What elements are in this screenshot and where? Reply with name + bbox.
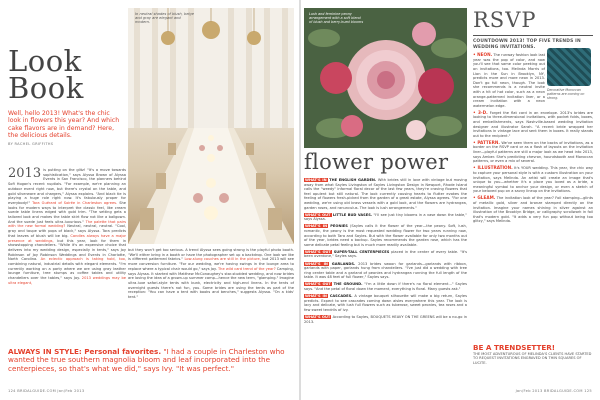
body-paragraph: combining natural, industrial details with elegant elements. "I'm currently working on a party where we are using gray leather lounge furniture, tree stumps as coffee tables and utility chandeliers over the tables," says Joy. [8,262,126,281]
list-item: WHAT'S OUT THE GROUND. "I'm a little down if there's no floral element..." Sayles says. "And the petal of floral down the moment, everything is floral. Many guests ask." [304,282,467,291]
highlight-text: Low-slung couches are still in the picture, [184,257,261,262]
folio-right: Jan/Feb 2013 BRIDALGUIDE.COM 125 [515,389,592,393]
body-paragraph: but this year, look for them in showstopping chandeliers. "While it's an expensive choice that delivers into my wedding design, especially in tents," says Joy Robinson of Joy Robinson Weddings and Events in Charlotte, North Carolina. [8,238,126,262]
flower-body-column [304,178,467,327]
middle-body-column [128,248,294,300]
highlight-text: An eclectic approach is taking hold, too, [40,257,126,262]
list-item: WHAT'S OUT According to Sayles, BOUQUETS HEAVY ON THE GREENS will be a no-go in 2013. [304,314,467,324]
highlight-text: The palette that pairs with the new formal wedding? [8,219,126,229]
list-item: WHAT'S IN PEONIES (Sayles calls it the flower of the year—the peony. Soft, lush, romantic, the peony is the most requested wedding flower for two years running now, according to both Tara and Sayles. But with the flower available for only two months out of the year, brides need a backup. Sayles recommends the garden rose, which has the same delicate petal feeling but is much more readily available. [304,224,467,247]
trendsetter-text: THE MOST ADVENTUROUS OF MELINDA'S CLIENTS HAVE STARTED TO REQUEST INVITATIONS ENGRAVED ON THIN SQUARES OF LUCITE. [473,352,592,365]
highlight-text: The wild card trend of the year? [217,266,276,271]
list-item: WHAT'S OUT LITTLE BUD VASES. "I'll see just tiny blooms in a vase down the table," says Alyssa. [304,212,467,222]
look-book-title: Look Book [8,44,84,105]
highlight-text: 2013 weddings may be ultra elegant, [8,276,126,285]
intro-deck: Well, hello 2013! What's the chic look in flowers this year? And which cake flavors are in demand? Here, the delicious details. [8,110,120,140]
trendsetter-head: BE A TRENDSETTER! [473,343,556,352]
rsvp-subtitle: COUNTDOWN 2013! TOP FIVE TRENDS IN WEDDING INVITATIONS. [473,39,581,50]
reception-photo [128,8,294,244]
year-drop: 2013 [8,166,42,181]
trendsetter-callout [473,344,593,365]
rsvp-sidebar [473,8,593,226]
peony-photo [304,8,467,148]
page-gutter [299,0,301,400]
list-item: • 3-D. Forget the flat card in an envelope. 2013's brides are looking to three-dimensional invitations, with pocket folds, boxes, and embellishments, says Nashville-based wedding invitation designer and illustrator Sarah. "A recent bride wrapped her invitations in vintage lace and sent them in boxes. It really stands out to the recipient." [473,109,593,138]
reception-illustration [128,8,294,244]
highlight-text: Tara Guérard of Soirée in Charleston agrees. [32,200,118,205]
body-paragraph: Camping, says Alyssa. It started with Matthew McConaughey's star-studded wedding, and now brides are loving the idea of a grown-up summer camp—hence the new term, "glamping." Imagine ultra-luxe safari-style tents with bunk, electricity and high-end linens. In the tents of overnight guests there's not fun, you. Some brides are using the tents as part of the reception: "You can have a tent with books and benches," suggests Alyssa. "On a kids' tent." [128,266,294,300]
body-paragraph: is putting on the glitz! "It's a move towards sophistication," says Alyssa Brown of Alyssa Events in San Francisco, the planners behind Sofi Hogan's recent nuptials. "For example, we're planning an outdoor event right now, but there's crystal on the table, and gold silverware and chargers," Alyssa explains. "And black tie is playing a huge role right now. It's fabulously proper for everybody!" [8,168,126,205]
pullquote-text: "I had a couple in Charleston who wanted the true southern magnolia bloom and leaf incorporated into the centerpieces, so that's what we did," says Ivy. "It was perfect." [8,347,285,373]
body-paragraph: Neutral, neutral, neutral. "Cool, gray and taupe with pops of black," says Alyssa. Tara predicts that leaves of blush will be big. [8,224,126,238]
body-paragraph: She looks for modern ways to interpret the classic feel, like cream suede table linens edged with gold trim. "The setting gets a tailored look and makes the table skirt flow not like a ballgown. And the suede just feels ultra-luxurious." [8,200,126,224]
photo-caption: In neutral shades of blush, beige and gray are elegant and modern. [135,12,194,25]
left-body-column [8,168,126,287]
swatch-caption: Decorative Moroccan patterns are coming on strong. [547,88,585,100]
peony-illustration [304,8,467,148]
byline: BY RACHEL GRIFFITHS [8,141,54,146]
highlight-text: Candles always have a major presence at weddings, [8,233,126,243]
list-item: WHAT'S IN CASCADES. A vintage bouquet silhouette will make a big return, Sayles predicts. Expect to see cascades coming down aisles everywhere this year. The look is lacy and delicate, with lush full flowers such as tuberose, sweet peonies, tea roses and a few sweet tendrils of ivy. [304,294,467,312]
body-paragraph: but they won't get too serious. A trend Alyssa sees going strong is the playful photo booth. "We'll either bring in a booth or have the photographer set up a backdrop. One look we like is different patterned fabrics." [128,248,294,262]
list-item: • NEON. The runway fashion look last year was the pop of color, and now you'll see that same color peeking out on invitations, too. Melinda Morris of Lion in the Sun in Brooklyn, NY, predicts more and more neon in 2013. Don't go full neon, though. The look she recommends is a neutral invite with a hit of hot color, such as a neon orange-patterned invitation liner, or a cream invitation with a neon watermelon edge. [473,52,545,108]
list-item: WHAT'S IN THE ENGLISH GARDEN. With brides still in love with vintage but moving away from what Sayles Livingston of Sayles Livingston Design in Newport, Rhode Island calls the "weedy" informal floral decor of the last few years, they're craving flowers that feel opulent but still natural. The look currently causing hearts to flutter evokes the feeling of flowers fresh-picked from the garden of a great estate, Alyssa agrees. "For one wedding, we're using old brass vessels with a gold look, and the flowers are hydrangea, garden roses, and ranunculus. The look is lush arrangements." [304,178,467,210]
list-item: WHAT'S IN GARLANDS. 2013 brides swoon for garlands—garlands with ribbon, garlands with paper, garlands hung from chandeliers. "I've just did a wedding with tree ring center table and a garland of peonies and hydrangea running the full length of the table. It was 48 feet of full flower," Sayles says. [304,261,467,280]
list-item: • PATTERN. We've seen them on the backs of invitations, as a border on the RSVP card or as a flash of layouts on the invitation liner—playful patterns are still a major look as we head into 2013, says Amber. She's predicting chevron, houndstooth and Moroccan patterns, or even a mix of several. [473,139,593,164]
rsvp-title: RSVP [473,8,593,36]
peony-caption: Lush and feminine peony arrangement with a soft blend of blush and berry-hued blooms [309,12,364,24]
folio-left: 124 BRIDALGUIDE.COM Jan/Feb 2013 [8,389,85,393]
body-paragraph: but 2013 will see more conversion furniture. "For our wedding, we're having swings in the lounge area to replace where a typical chair would go," says Joy. [128,257,294,271]
left-intro-column [8,8,120,146]
list-item: • ILLUSTRATION. It's YOUR wedding. This year, the chic way to capture your personal style is with a custom illustration on your invitation, says Melinda. An artist will create an image that's unique to you—whether it's a place you loved as a bride, a meaningful symbol to anchor your design, or even a sketch of your beloved pup on a savvy lineup on the invitations. [473,165,593,194]
list-item: • GLEAM. The invitation look of the year? Foil stamping—glints of metallic gold, silver and bronze stamped directly on the invitation. Imagine your names shining in silver against an illustration of the Brooklyn Bridge, or calligraphy scrollwork in foil that's modern gold. "It adds a very fun pop without being too glitzy," says Melinda. [473,195,593,224]
moroccan-pattern-swatch [547,48,591,86]
pullquote-head: ALWAYS IN STYLE: Personal favorites. [8,347,162,356]
always-in-style-pullquote [8,348,296,373]
flower-power-title: flower power [304,150,449,174]
list-item: WHAT'S OUT SUPER-TALL CENTERPIECES placed in the center of every table. "It's been overdone," Sayles says. [304,249,468,259]
